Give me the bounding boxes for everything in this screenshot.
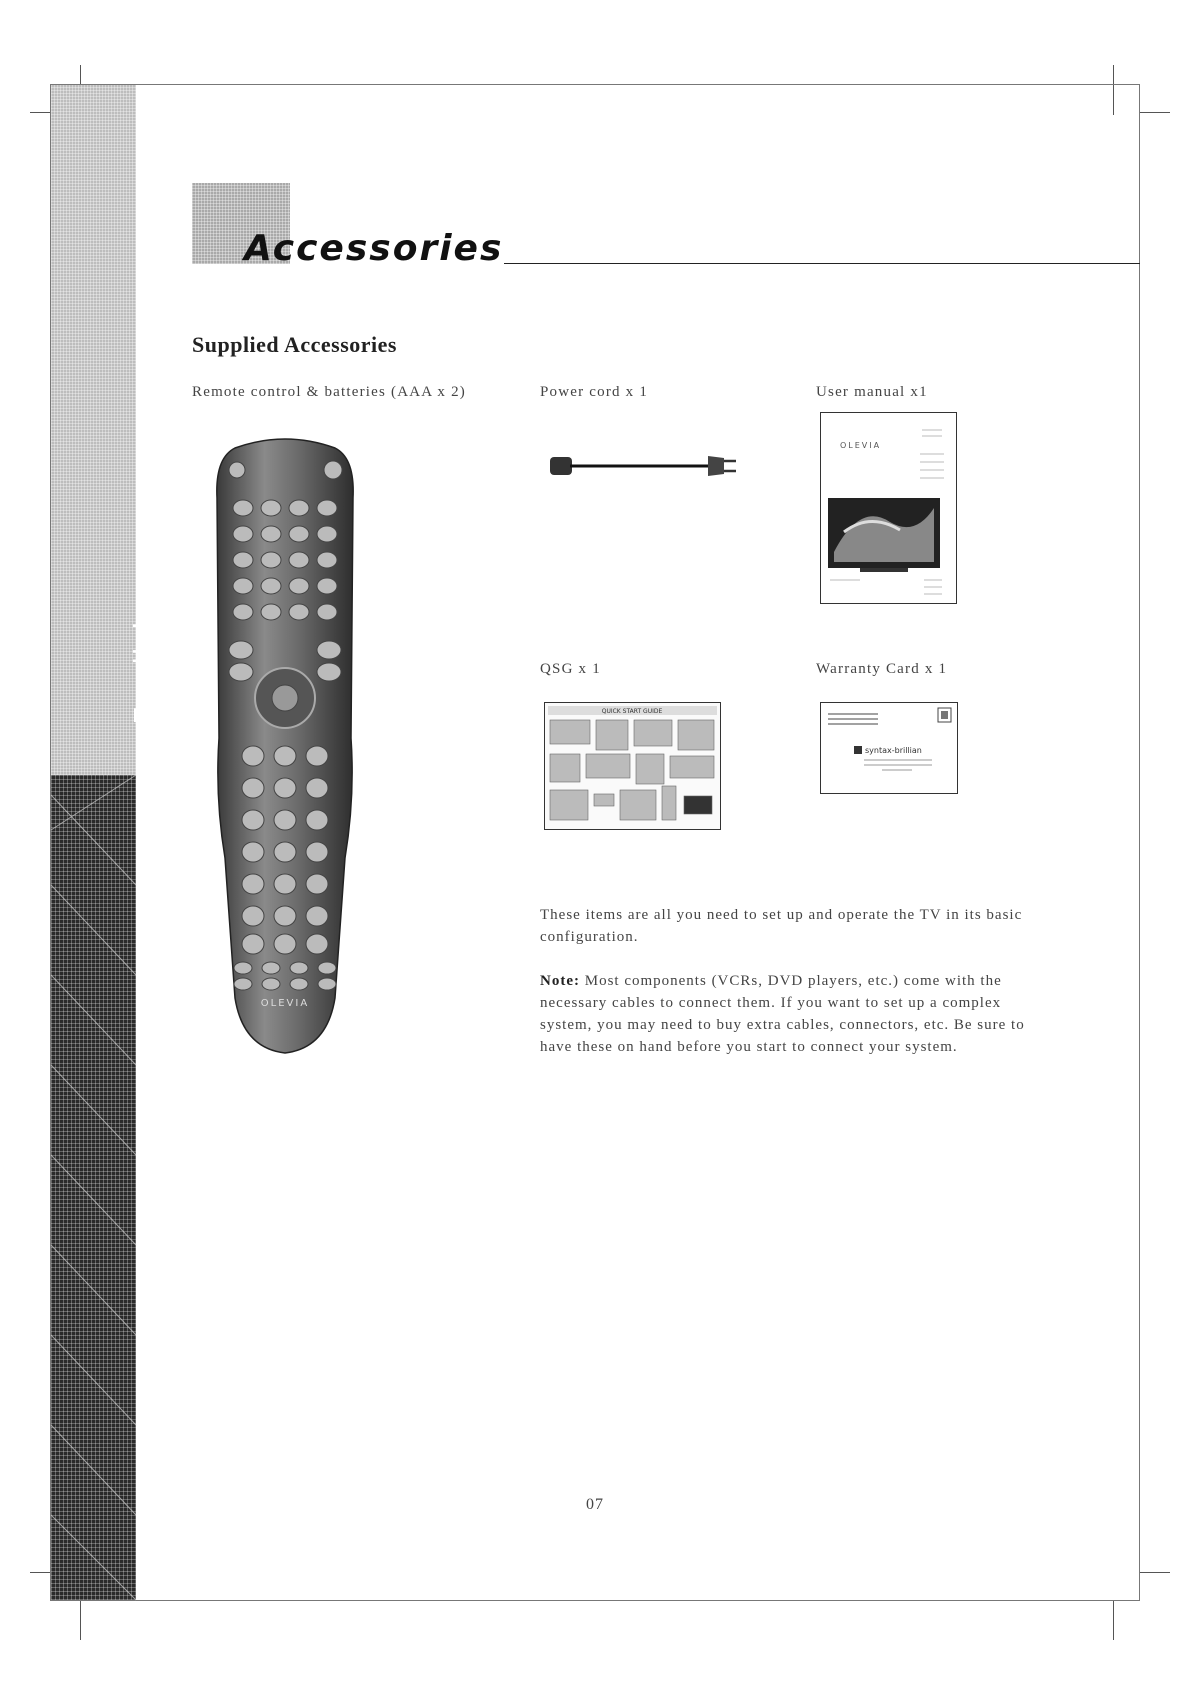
caption-remote: Remote control & batteries (AAA x 2) (192, 384, 466, 400)
remote-button (289, 552, 309, 568)
remote-button (262, 978, 280, 990)
remote-button (229, 641, 253, 659)
remote-button (317, 641, 341, 659)
remote-button (318, 962, 336, 974)
remote-button (306, 778, 328, 798)
sidebar-diagonal-pattern (51, 775, 136, 1600)
remote-button (317, 578, 337, 594)
remote-button (290, 962, 308, 974)
remote-button (306, 842, 328, 862)
remote-button (274, 874, 296, 894)
remote-button (261, 552, 281, 568)
remote-button (306, 934, 328, 954)
remote-button (274, 746, 296, 766)
remote-button (233, 578, 253, 594)
remote-button (289, 526, 309, 542)
remote-button (317, 604, 337, 620)
heading-underline (504, 263, 1140, 264)
remote-button (306, 874, 328, 894)
remote-button (274, 906, 296, 926)
remote-button (306, 746, 328, 766)
crop-mark (80, 1600, 81, 1640)
remote-button (289, 604, 309, 620)
remote-button (317, 526, 337, 542)
remote-button (261, 526, 281, 542)
note-label: Note: (540, 973, 580, 989)
remote-button (242, 906, 264, 926)
remote-button (233, 500, 253, 516)
language-tab-label: English (129, 609, 164, 725)
caption-warranty: Warranty Card x 1 (816, 661, 948, 677)
remote-button (317, 663, 341, 681)
remote-button (274, 842, 296, 862)
remote-button (274, 778, 296, 798)
crop-mark (1140, 1572, 1170, 1573)
crop-mark (30, 1572, 50, 1573)
crop-mark (1113, 1600, 1114, 1640)
caption-power-cord: Power cord x 1 (540, 384, 649, 400)
remote-button (324, 461, 342, 479)
note-text: Most components (VCRs, DVD players, etc.) come with the necessary cables to connect them. If you want to set up a complex system, you may need to buy extra cables, connectors, etc. Be sure to have these on hand before you start to connect your system. (540, 973, 1025, 1055)
remote-button (242, 874, 264, 894)
remote-button (242, 842, 264, 862)
caption-user-manual: User manual x1 (816, 384, 928, 400)
remote-button (229, 663, 253, 681)
page-title: Accessories (244, 228, 504, 269)
remote-button (274, 934, 296, 954)
remote-button (234, 962, 252, 974)
remote-button (242, 778, 264, 798)
caption-qsg: QSG x 1 (540, 661, 601, 677)
remote-button (317, 552, 337, 568)
remote-button (274, 810, 296, 830)
remote-button (234, 978, 252, 990)
remote-button (262, 962, 280, 974)
section-title: Supplied Accessories (192, 332, 397, 357)
remote-button (233, 552, 253, 568)
qsg-image (544, 702, 721, 830)
remote-button (233, 526, 253, 542)
remote-button (261, 500, 281, 516)
remote-brand-logo: OLEVIA (260, 998, 310, 1009)
remote-button (289, 500, 309, 516)
remote-button (306, 810, 328, 830)
qsg-title: QUICK START GUIDE (601, 708, 663, 715)
manual-brand-logo: OLEVIA (840, 441, 882, 450)
crop-mark (1140, 112, 1170, 113)
remote-button (289, 578, 309, 594)
remote-button (261, 604, 281, 620)
remote-control-image (205, 438, 365, 1058)
remote-button (261, 578, 281, 594)
intro-paragraph: These items are all you need to set up and operate the TV in its basic configuration. (540, 907, 1023, 945)
language-sidebar (51, 85, 164, 1600)
page-number: 07 (586, 1496, 604, 1513)
remote-button (290, 978, 308, 990)
remote-button (229, 462, 245, 478)
remote-button (242, 934, 264, 954)
user-manual-image (820, 412, 957, 604)
power-cord-image (548, 448, 748, 484)
remote-button (317, 500, 337, 516)
remote-button (306, 906, 328, 926)
warranty-brand-logo: syntax-brillian (865, 746, 922, 755)
warranty-card-image (820, 702, 958, 794)
note-paragraph (540, 970, 1040, 1058)
remote-button (318, 978, 336, 990)
remote-button (233, 604, 253, 620)
remote-button (242, 810, 264, 830)
remote-button (242, 746, 264, 766)
